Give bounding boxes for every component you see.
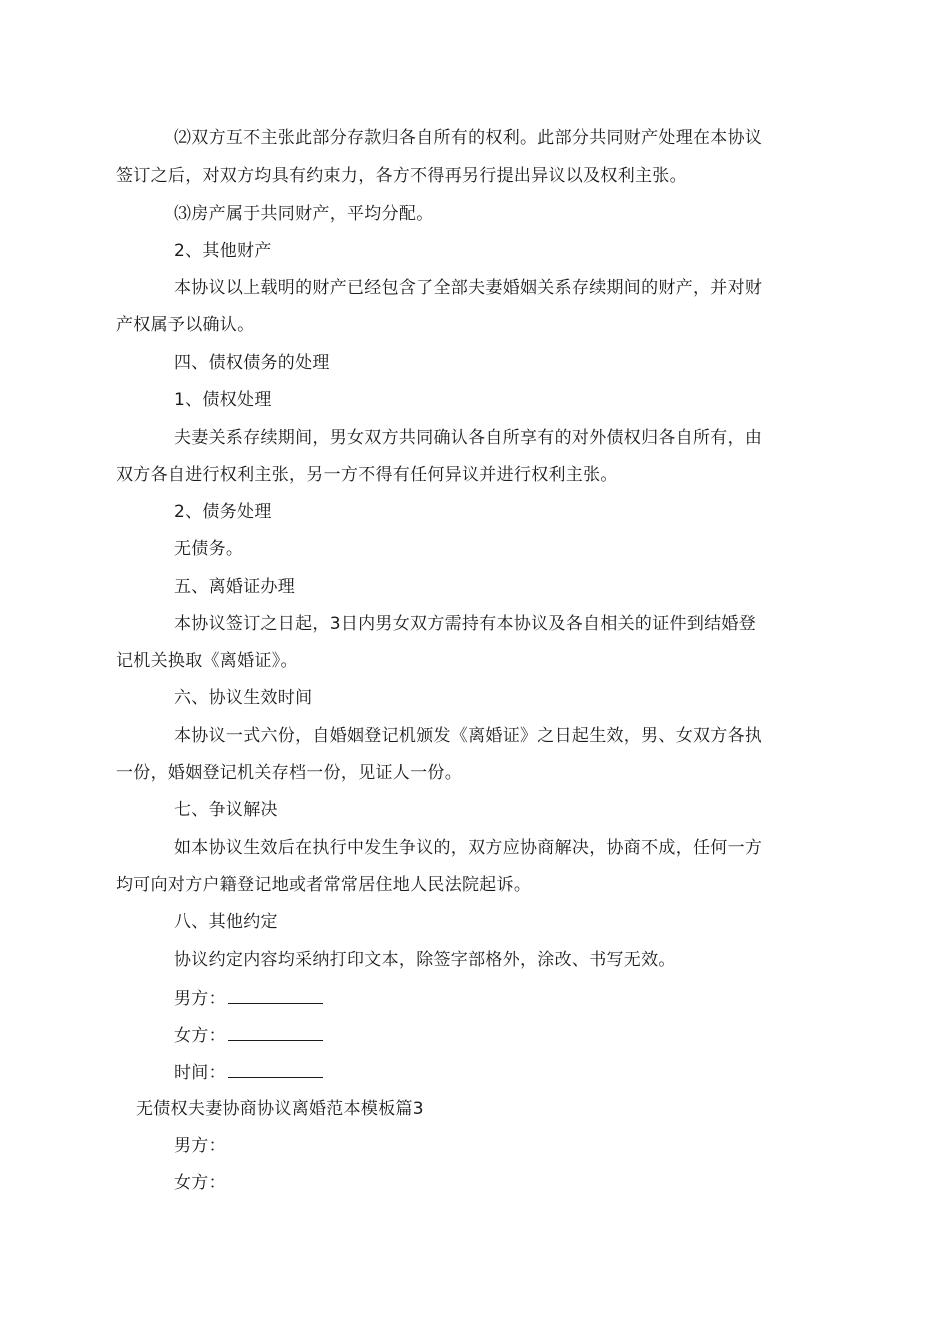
signature-female	[174, 1022, 323, 1048]
party-male-label: 男方：	[174, 1136, 226, 1156]
signature-time	[174, 1059, 323, 1085]
subheading: 2、债务处理	[174, 502, 272, 522]
paragraph-line: 一份，婚姻登记机关存档一份，见证人一份。	[116, 763, 462, 783]
paragraph-line: 产权属予以确认。	[116, 315, 255, 335]
section-heading: 六、协议生效时间	[174, 688, 313, 708]
paragraph-line: 如本协议生效后在执行中发生争议的，双方应协商解决，协商不成，任何一方	[174, 838, 763, 858]
subheading: 1、债权处理	[174, 390, 272, 410]
signature-blank	[228, 985, 323, 1004]
signature-blank	[228, 1022, 323, 1041]
paragraph-line: 协议约定内容均采纳打印文本，除签字部格外，涂改、书写无效。	[174, 950, 676, 970]
paragraph-line: 双方各自进行权利主张，另一方不得有任何异议并进行权利主张。	[116, 465, 618, 485]
signature-female-label: 女方：	[174, 1026, 226, 1046]
party-female-label: 女方：	[174, 1173, 226, 1193]
signature-male-label: 男方：	[174, 989, 226, 1009]
paragraph-line: 本协议以上载明的财产已经包含了全部夫妻婚姻关系存续期间的财产，并对财	[174, 278, 763, 298]
paragraph-line: 签订之后，对双方均具有约束力，各方不得再另行提出异议以及权利主张。	[116, 166, 687, 186]
paragraph-line: 记机关换取《离婚证》。	[116, 651, 298, 671]
paragraph-line: ⑶房产属于共同财产，平均分配。	[174, 204, 434, 224]
paragraph-line: 夫妻关系存续期间，男女双方共同确认各自所享有的对外债权归各自所有，由	[174, 428, 763, 448]
signature-time-label: 时间：	[174, 1063, 226, 1083]
section-heading: 五、离婚证办理	[174, 577, 296, 597]
paragraph-line: ⑵双方互不主张此部分存款归各自所有的权利。此部分共同财产处理在本协议	[174, 128, 763, 148]
section-title: 无债权夫妻协商协议离婚范本模板篇3	[136, 1099, 424, 1119]
section-heading: 八、其他约定	[174, 912, 278, 932]
paragraph-line: 本协议签订之日起，3日内男女双方需持有本协议及各自相关的证件到结婚登	[174, 614, 757, 634]
subheading: 2、其他财产	[174, 241, 272, 261]
signature-blank	[228, 1059, 323, 1078]
paragraph-line: 均可向对方户籍登记地或者常常居住地人民法院起诉。	[116, 875, 532, 895]
paragraph-line: 本协议一式六份，自婚姻登记机颁发《离婚证》之日起生效，男、女双方各执	[174, 726, 763, 746]
section-heading: 四、债权债务的处理	[174, 353, 330, 373]
section-heading: 七、争议解决	[174, 800, 278, 820]
paragraph-line: 无债务。	[174, 539, 244, 559]
signature-male	[174, 985, 323, 1011]
